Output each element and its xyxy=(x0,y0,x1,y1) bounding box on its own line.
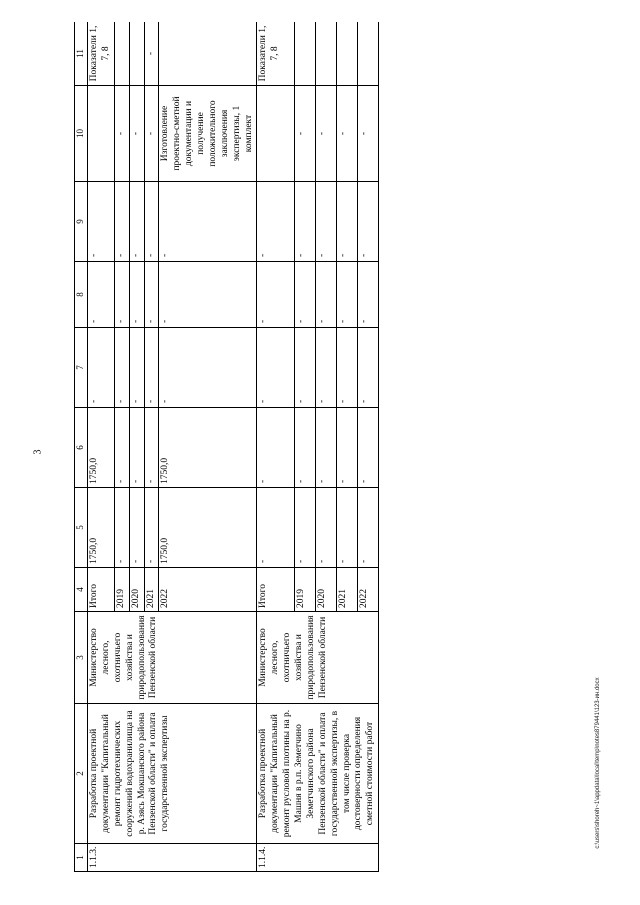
value-cell: - xyxy=(88,182,115,262)
value-cell: - xyxy=(159,182,257,262)
year-cell: Итого xyxy=(88,568,115,612)
year-cell: 2021 xyxy=(144,568,159,612)
value-cell: 1750,0 xyxy=(159,488,257,568)
column-number: 11 xyxy=(75,22,88,86)
indicators-cell xyxy=(337,22,358,86)
column-number: 9 xyxy=(75,182,88,262)
column-number: 6 xyxy=(75,408,88,488)
item-code: 1.1.3. xyxy=(88,844,257,872)
column-number: 8 xyxy=(75,262,88,328)
column-number: 3 xyxy=(75,612,88,704)
indicators-cell: Показатели 1, 7, 8 xyxy=(88,22,115,86)
page-number: 3 xyxy=(32,449,44,455)
value-cell: - xyxy=(129,182,144,262)
year-cell: 2022 xyxy=(159,568,257,612)
value-cell: - xyxy=(257,408,295,488)
value-cell: - xyxy=(159,328,257,408)
column-number: 5 xyxy=(75,488,88,568)
value-cell: - xyxy=(257,262,295,328)
value-cell: - xyxy=(257,328,295,408)
value-cell: - xyxy=(144,328,159,408)
value-cell: - xyxy=(129,408,144,488)
value-cell: - xyxy=(358,86,379,182)
value-cell: - xyxy=(129,86,144,182)
value-cell: - xyxy=(358,408,379,488)
value-cell: - xyxy=(316,408,337,488)
value-cell: Изготовление проектно-сметной документации и получение положительного заключения экспертизы, 1 комплект xyxy=(159,86,257,182)
value-cell: - xyxy=(114,262,129,328)
value-cell: - xyxy=(295,262,316,328)
year-cell: Итого xyxy=(257,568,295,612)
value-cell: - xyxy=(358,328,379,408)
value-cell: - xyxy=(316,86,337,182)
item-code: 1.1.4. xyxy=(257,844,379,872)
value-cell: 1750,0 xyxy=(88,488,115,568)
value-cell: - xyxy=(295,182,316,262)
table-row xyxy=(257,22,295,872)
program-table xyxy=(74,22,379,872)
value-cell: 1750,0 xyxy=(88,408,115,488)
item-name: Разработка проектной документации "Капитальный ремонт русловой плотины на р. Машня в р.п. Земетчино Земетчинского района Пензенской области" и оплата государственной экспертизы, в том числе проверка достоверности определения сметной стоимости работ xyxy=(257,704,379,844)
value-cell: - xyxy=(144,408,159,488)
value-cell: - xyxy=(316,328,337,408)
value-cell: - xyxy=(316,262,337,328)
value-cell: - xyxy=(129,328,144,408)
value-cell: - xyxy=(144,488,159,568)
value-cell: - xyxy=(337,86,358,182)
value-cell: - xyxy=(88,328,115,408)
value-cell: - xyxy=(316,182,337,262)
value-cell: - xyxy=(144,262,159,328)
indicators-cell xyxy=(295,22,316,86)
value-cell: - xyxy=(88,262,115,328)
value-cell: - xyxy=(114,408,129,488)
value-cell: - xyxy=(257,182,295,262)
indicators-cell xyxy=(316,22,337,86)
value-cell: - xyxy=(144,182,159,262)
value-cell: - xyxy=(358,262,379,328)
value-cell: - xyxy=(114,182,129,262)
value-cell: - xyxy=(337,488,358,568)
value-cell: - xyxy=(257,488,295,568)
indicators-cell: - xyxy=(144,22,159,86)
column-number: 7 xyxy=(75,328,88,408)
value-cell: - xyxy=(358,488,379,568)
value-cell: - xyxy=(295,86,316,182)
year-cell: 2022 xyxy=(358,568,379,612)
item-name: Разработка проектной документации "Капитальный ремонт гидротехнических сооружений водохранилища на р. Азясь Мокшанского района Пензенской области" и оплата государственной экспертизы xyxy=(88,704,257,844)
value-cell: - xyxy=(129,262,144,328)
indicators-cell xyxy=(129,22,144,86)
year-cell: 2019 xyxy=(114,568,129,612)
column-number: 4 xyxy=(75,568,88,612)
indicators-cell xyxy=(159,22,257,86)
rotated-table xyxy=(74,22,592,872)
indicators-cell xyxy=(114,22,129,86)
value-cell: - xyxy=(295,408,316,488)
value-cell xyxy=(88,86,115,182)
year-cell: 2019 xyxy=(295,568,316,612)
value-cell: - xyxy=(114,86,129,182)
year-cell: 2020 xyxy=(129,568,144,612)
value-cell: - xyxy=(337,182,358,262)
value-cell: - xyxy=(129,488,144,568)
value-cell: - xyxy=(316,488,337,568)
value-cell: - xyxy=(295,328,316,408)
column-number: 2 xyxy=(75,704,88,844)
value-cell: - xyxy=(159,262,257,328)
value-cell: 1750,0 xyxy=(159,408,257,488)
indicators-cell: Показатели 1, 7, 8 xyxy=(257,22,295,86)
value-cell: - xyxy=(114,488,129,568)
year-cell: 2020 xyxy=(316,568,337,612)
value-cell: - xyxy=(337,328,358,408)
value-cell: - xyxy=(337,408,358,488)
value-cell: - xyxy=(358,182,379,262)
item-executor: Министерство лесного, охотничьего хозяйства и природопользования Пензенской области xyxy=(88,612,257,704)
column-number-row xyxy=(75,22,88,872)
table-row xyxy=(88,22,115,872)
table-container xyxy=(74,22,592,872)
value-cell: - xyxy=(295,488,316,568)
item-executor: Министерство лесного, охотничьего хозяйства и природопользования Пензенской области xyxy=(257,612,379,704)
column-number: 10 xyxy=(75,86,88,182)
column-number: 1 xyxy=(75,844,88,872)
value-cell: - xyxy=(337,262,358,328)
indicators-cell xyxy=(358,22,379,86)
year-cell: 2021 xyxy=(337,568,358,612)
value-cell: - xyxy=(114,328,129,408)
value-cell xyxy=(257,86,295,182)
value-cell: - xyxy=(144,86,159,182)
file-path-footer: c:\users\shoreh~1\appdata\local\temp\notes879441\123-ин.docx xyxy=(595,677,601,849)
